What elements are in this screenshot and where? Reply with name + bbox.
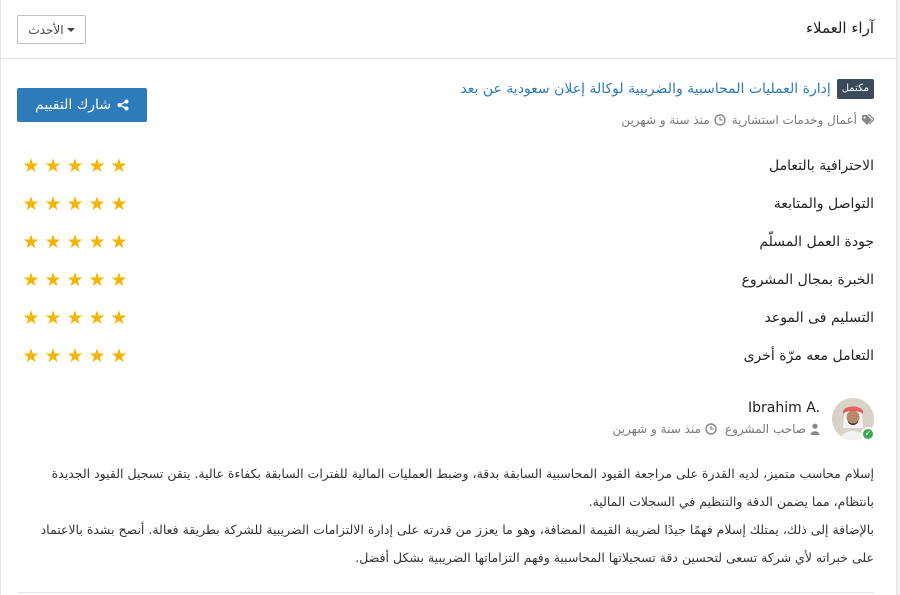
star-icon: ★ (44, 306, 62, 329)
rating-row (21, 223, 874, 261)
review-time-label: منذ سنة و شهرين (612, 422, 701, 436)
star-icon: ★ (88, 192, 106, 215)
rating-label: الاحترافية بالتعامل (768, 158, 874, 174)
rating-label: الخبرة بمجال المشروع (741, 272, 874, 288)
star-icon: ★ (22, 268, 40, 291)
status-badge: مكتمل (837, 79, 874, 99)
star-rating (21, 268, 129, 291)
reviews-header (1, 0, 896, 59)
star-icon: ★ (66, 344, 84, 367)
star-icon: ★ (44, 344, 62, 367)
star-icon: ★ (88, 344, 106, 367)
project-category[interactable] (732, 113, 874, 127)
star-icon: ★ (22, 230, 40, 253)
rating-label: التواصل والمتابعة (773, 196, 874, 212)
sort-dropdown[interactable] (17, 15, 86, 44)
review-paragraph: إسلام محاسب متميز، لديه القدرة على مراجعة القيود المحاسبية السابقة بدقة، وضبط العمليات المالية للفترات السابقة بكفاءة عالية. يتقن تسجيل القيود الجديدة بانتظام، مما يضمن الدقة والتنظيم في السجلات المالية. (51, 466, 874, 509)
time-label: منذ سنة و شهرين (621, 113, 710, 127)
caret-down-icon (67, 28, 75, 32)
project-meta (621, 113, 874, 127)
star-icon: ★ (66, 154, 84, 177)
reviewer-info (613, 398, 820, 436)
star-icon: ★ (22, 306, 40, 329)
star-icon: ★ (110, 268, 128, 291)
star-rating (21, 344, 129, 367)
star-icon: ★ (88, 154, 106, 177)
avatar[interactable] (832, 398, 874, 440)
star-icon: ★ (66, 230, 84, 253)
rating-row (21, 299, 874, 337)
star-icon: ★ (110, 192, 128, 215)
star-icon: ★ (66, 306, 84, 329)
star-icon: ★ (44, 192, 62, 215)
reviewer-role (725, 422, 820, 436)
rating-label: التعامل معه مرّة أخرى (743, 348, 874, 364)
rating-row (21, 337, 874, 375)
star-icon: ★ (110, 154, 128, 177)
review-text (23, 460, 874, 572)
user-icon (810, 423, 820, 435)
star-icon: ★ (88, 268, 106, 291)
star-icon: ★ (110, 306, 128, 329)
star-icon: ★ (66, 192, 84, 215)
rating-row (21, 147, 874, 185)
star-icon: ★ (22, 344, 40, 367)
reviewer-meta (613, 422, 820, 436)
clock-icon (714, 114, 726, 126)
review-time (613, 422, 717, 436)
clock-icon (705, 423, 717, 435)
star-icon: ★ (110, 230, 128, 253)
rating-label: جودة العمل المسلّم (759, 234, 874, 250)
category-label: أعمال وخدمات استشارية (731, 113, 857, 127)
divider (17, 592, 874, 593)
rating-row (21, 261, 874, 299)
star-rating (21, 230, 129, 253)
star-icon: ★ (110, 344, 128, 367)
star-icon: ★ (22, 192, 40, 215)
project-time (621, 113, 725, 127)
star-icon: ★ (22, 154, 40, 177)
reviewer-name[interactable]: Ibrahim A. (748, 400, 820, 416)
reviewer-block (613, 398, 874, 440)
star-icon: ★ (88, 230, 106, 253)
star-icon: ★ (44, 154, 62, 177)
star-icon: ★ (44, 268, 62, 291)
star-icon: ★ (88, 306, 106, 329)
section-title: آراء العملاء (805, 19, 874, 37)
sort-label: الأحدث (28, 22, 64, 37)
star-rating (21, 192, 129, 215)
share-label: شارك التقييم (35, 97, 111, 113)
role-label: صاحب المشروع (724, 422, 806, 436)
rating-row (21, 185, 874, 223)
share-icon (117, 99, 129, 111)
verified-check-icon: ✓ (861, 427, 875, 441)
share-review-button[interactable] (17, 88, 147, 122)
review-paragraph: بالإضافة إلى ذلك، يمتلك إسلام فهمًا جيدًا لضريبة القيمة المضافة، وهو ما يعزز من قدرته على إدارة الالتزامات الضريبية للشركة بطريقة فعالة. أنصح بشدة بالاعتماد على خبراته لأي شركة تسعى لتحسين دقة تسجيلاتها المحاسبية وفهم التزاماتها الضريبية بشكل أفضل. (40, 522, 874, 565)
tags-icon (861, 114, 874, 126)
star-rating (21, 306, 129, 329)
star-icon: ★ (44, 230, 62, 253)
project-title-row (460, 79, 874, 99)
project-title-link[interactable]: إدارة العمليات المحاسبية والضريبية لوكالة إعلان سعودية عن بعد (460, 81, 831, 97)
star-icon: ★ (66, 268, 84, 291)
rating-label: التسليم فى الموعد (764, 310, 874, 326)
ratings-list (21, 147, 874, 375)
star-rating (21, 154, 129, 177)
